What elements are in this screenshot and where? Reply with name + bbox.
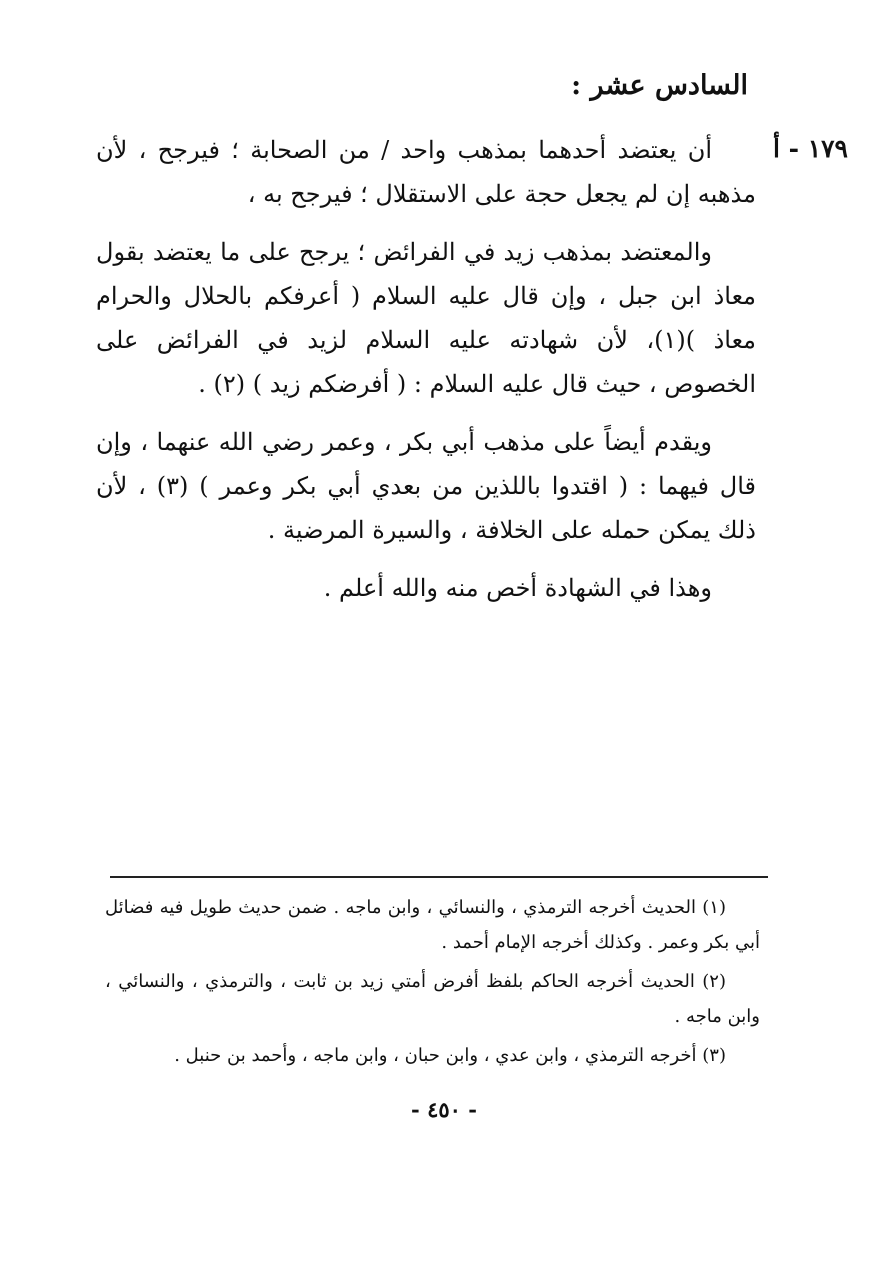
paragraph-1: أن يعتضد أحدهما بمذهب واحد / من الصحابة ؛ فيرجح ، لأن مذهبه إن لم يجعل حجة على الاستقلال ؛ فيرجح به ، xyxy=(96,136,756,208)
paragraph-2: والمعتضد بمذهب زيد في الفرائض ؛ يرجح على ما يعتضد بقول معاذ ابن جبل ، وإن قال عليه السلام ( أعرفكم بالحلال والحرام معاذ )(١)، لأن شهادته عليه السلام لزيد في الفرائض على الخصوص ، حيث قال عليه السلام : ( أفرضكم زيد ) (٢) . xyxy=(96,238,756,398)
footnotes xyxy=(105,890,760,1077)
paragraph-4: وهذا في الشهادة أخص منه والله أعلم . xyxy=(323,574,712,602)
paragraph-3: ويقدم أيضاً على مذهب أبي بكر ، وعمر رضي الله عنهما ، وإن قال فيهما : ( اقتدوا باللذين من بعدي أبي بكر وعمر ) (٣) ، لأن ذلك يمكن حمله على الخلافة ، والسيرة المرضية . xyxy=(96,428,757,544)
footnote-3: (٣) أخرجه الترمذي ، وابن عدي ، وابن حبان ، وابن ماجه ، وأحمد بن حنبل . xyxy=(174,1045,726,1066)
footnote-divider xyxy=(110,876,768,878)
main-text xyxy=(96,128,756,624)
footnote-1: (١) الحديث أخرجه الترمذي ، والنسائي ، وابن ماجه . ضمن حديث طويل فيه فضائل أبي بكر وعمر . وكذلك أخرجه الإمام أحمد . xyxy=(105,897,760,953)
page-number: - ٤٥٠ - xyxy=(411,1097,477,1122)
section-heading: السادس عشر : xyxy=(571,70,748,101)
footnote-2: (٢) الحديث أخرجه الحاكم بلفظ أفرض أمتي زيد بن ثابت ، والترمذي ، والنسائي ، وابن ماجه . xyxy=(105,971,760,1027)
item-number: ١٧٩ - أ xyxy=(772,134,848,163)
